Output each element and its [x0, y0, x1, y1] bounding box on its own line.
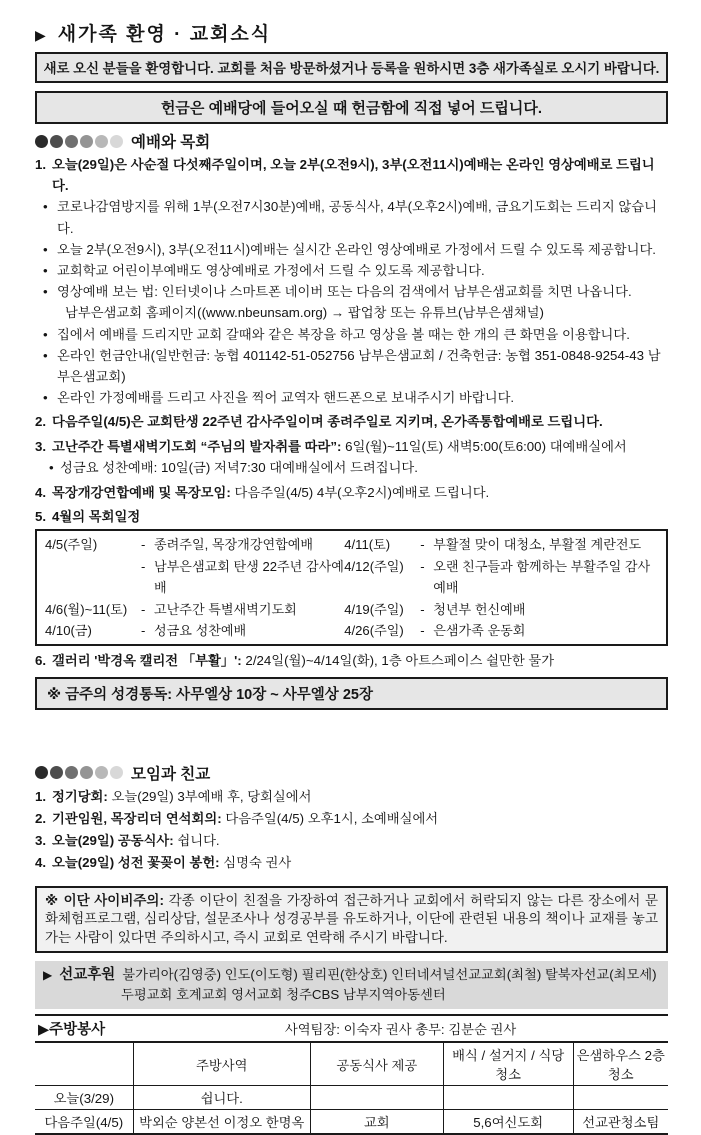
schedule-event: 종려주일, 목장개강연합예배: [154, 537, 314, 553]
item-text: 온라인 헌금안내(일반헌금: 농협 401142-51-052756 남부은샘교회 / 건축헌금: 농협 351-0848-9254-43 남부은샘교회): [57, 347, 661, 385]
list-item: 2. 기관임원, 목장리더 연석회의: 다음주일(4/5) 오후1시, 소예배실에서: [35, 808, 668, 830]
schedule-event: 청년부 헌신예배: [433, 601, 526, 617]
mission-line-2: 두평교회 호계교회 영서교회 청주CBS 남부지역아동센터: [121, 987, 446, 1003]
offering-notice-box: 헌금은 예배당에 들어오실 때 헌금함에 직접 넣어 드립니다.: [35, 91, 668, 124]
column-header: 은샘하우스 2층 청소: [573, 1042, 668, 1086]
mission-list: 불가리아(김영중) 인도(이도형) 필리핀(한상호) 인터네셔널선교교회(최철) 탈북자선교(최모세): [122, 967, 657, 983]
schedule-row: 4/26(주일) - 은샘가족 운동회: [344, 620, 662, 641]
item-text: 오늘(29일) 성전 꽃꽂이 봉헌: 심명숙 권사: [52, 854, 292, 870]
list-item: 4. 목장개강연합예배 및 목장모임: 다음주일(4/5) 4부(오후2시)예배로 드립니다.: [35, 482, 668, 503]
list-item: [35, 239, 668, 260]
arrow-right-icon: ▶: [35, 27, 46, 43]
kitchen-leaders: 사역팀장: 이숙자 권사 총무: 김분순 권사: [133, 1015, 668, 1042]
table-cell: 박외순 양본선 이정오 한명옥: [133, 1110, 310, 1135]
item-text: 코로나감염방지를 위해 1부(오전7시30분)예배, 공동식사, 4부(오후2시)예배, 금요기도회는 드리지 않습니다.: [57, 199, 657, 236]
kitchen-title: ▶주방봉사: [35, 1015, 133, 1042]
item-text: 다음주일(4/5)은 교회탄생 22주년 감사주일이며 종려주일로 지키며, 온가족통합예배로 드립니다.: [52, 414, 603, 430]
list-item: 6. 갤러리 '박경옥 캘리전 「부활」': 2/24일(월)~4/14일(화), 1층 아트스페이스 쉴만한 물가: [35, 650, 668, 671]
item-text: 오늘 2부(오전9시), 3부(오전11시)예배는 실시간 온라인 영상예배로 가정에서 드릴 수 있도록 제공합니다.: [57, 241, 656, 257]
list-item: [35, 324, 668, 345]
welcome-notice-box: 새로 오신 분들을 환영합니다. 교회를 처음 방문하셨거나 등록을 원하시면 3층 새가족실로 오시기 바랍니다.: [35, 52, 668, 83]
schedule-event: 부활절 맞이 대청소, 부활절 계란전도: [433, 537, 642, 553]
table-cell: [573, 1086, 668, 1110]
item-text: 오늘(29일)은 사순절 다섯째주일이며, 오늘 2부(오전9시), 3부(오전11시)예배는 온라인 영상예배로 드립니다.: [52, 157, 655, 194]
bullet-icon: •: [43, 199, 48, 215]
list-item-continuation: 남부은샘교회 홈페이지((www.nbeunsam.org) → 팝업창 또는 유튜브(남부은샘채널): [65, 305, 544, 321]
section-header-fellowship: [35, 762, 668, 784]
schedule-row: 4/5(주일) - 종려주일, 목장개강연합예배: [45, 534, 344, 555]
table-cell: 다음주일(4/5): [35, 1110, 133, 1135]
schedule-row: - 남부은샘교회 탄생 22주년 감사예배: [45, 556, 344, 599]
list-item: [35, 387, 668, 408]
bullet-icon: •: [43, 284, 48, 300]
column-header: 주방사역: [133, 1042, 310, 1086]
table-cell: 선교관청소팀: [573, 1110, 668, 1135]
item-text: 기관임원, 목장리더 연석회의: 다음주일(4/5) 오후1시, 소예배실에서: [52, 810, 439, 826]
schedule-row: 4/11(토) - 부활절 맞이 대청소, 부활절 계란전도: [344, 534, 662, 555]
schedule-left-column: [45, 534, 344, 641]
item-text: 집에서 예배를 드리지만 교회 갈때와 같은 복장을 하고 영상을 볼 때는 한 개의 큰 화면을 이용합니다.: [57, 326, 630, 342]
warning-text: 각종 이단이 친절을 가장하여 접근하거나 교회에서 허락되지 않는 다른 장소에서 문화체험프로그램, 심리상담, 설문조사나 성경공부를 유도하거나, 이단에 관련된 내용의 책이나 교재를 놓고 가는 사람이 있다면 주의하시고, 즉시 교회로 연락해 주시기 바랍니다.: [45, 892, 658, 945]
schedule-row: 4/10(금) - 성금요 성찬예배: [45, 620, 344, 641]
column-header: 공동식사 제공: [310, 1042, 443, 1086]
bullet-icon: •: [49, 459, 54, 475]
item-text: 온라인 가정예배를 드리고 사진을 찍어 교역자 핸드폰으로 보내주시기 바랍니다.: [57, 390, 515, 406]
mission-label: 선교후원: [59, 967, 116, 984]
schedule-event: 성금요 성찬예배: [154, 623, 247, 639]
schedule-event: 오랜 친구들과 함께하는 부활주일 감사예배: [433, 558, 651, 596]
list-item: 4. 오늘(29일) 성전 꽃꽂이 봉헌: 심명숙 권사: [35, 852, 668, 874]
table-cell: 교회: [310, 1110, 443, 1135]
list-item: [35, 457, 668, 478]
schedule-event: 은샘가족 운동회: [433, 623, 526, 639]
kitchen-service-table: [35, 1014, 668, 1135]
list-item: [35, 281, 668, 302]
table-cell: 오늘(3/29): [35, 1086, 133, 1110]
section-header-worship: [35, 130, 668, 152]
heresy-warning-box: [35, 886, 668, 954]
arrow-right-icon: ▶: [43, 968, 53, 983]
bullet-icon: •: [43, 347, 48, 363]
list-item: [35, 196, 668, 238]
item-text: 교회학교 어린이부예배도 영상예배로 가정에서 드릴 수 있도록 제공합니다.: [57, 263, 485, 279]
bullet-icon: •: [43, 390, 48, 406]
list-item: [35, 345, 668, 387]
bullet-icon: •: [43, 263, 48, 279]
list-item: 1. 오늘(29일)은 사순절 다섯째주일이며, 오늘 2부(오전9시), 3부(오전11시)예배는 온라인 영상예배로 드립니다.: [35, 154, 668, 196]
item-text: 목장개강연합예배 및 목장모임: 다음주일(4/5) 4부(오후2시)예배로 드립니다.: [52, 485, 490, 501]
list-item: 2. 다음주일(4/5)은 교회탄생 22주년 감사주일이며 종려주일로 지키며, 온가족통합예배로 드립니다.: [35, 411, 668, 432]
item-text: 갤러리 '박경옥 캘리전 「부활」': 2/24일(월)~4/14일(화), 1층 아트스페이스 쉴만한 물가: [52, 653, 555, 669]
table-cell: 5,6여신도회: [443, 1110, 573, 1135]
section-title: 모임과 친교: [131, 765, 211, 783]
table-row: [35, 1110, 668, 1135]
item-text: 성금요 성찬예배: 10일(금) 저녁7:30 대예배실에서 드려집니다.: [60, 459, 418, 475]
table-header-row: [35, 1042, 668, 1086]
schedule-right-column: [344, 534, 662, 641]
gradient-dots-icon: [35, 766, 123, 779]
item-text: 오늘(29일) 공동식사: 쉽니다.: [52, 832, 220, 848]
list-item: [35, 260, 668, 281]
warning-label: ※ 이단 사이비주의:: [45, 892, 164, 908]
bible-reading-box: ※ 금주의 성경통독: 사무엘상 10장 ~ 사무엘상 25장: [35, 677, 668, 710]
schedule-event: 고난주간 특별새벽기도회: [154, 601, 297, 617]
spacer: [35, 710, 668, 756]
item-text: 4월의 목회일정: [52, 509, 141, 525]
list-item: 3. 오늘(29일) 공동식사: 쉽니다.: [35, 830, 668, 852]
column-header: 배식 / 설거지 / 식당 청소: [443, 1042, 573, 1086]
schedule-row: 4/19(주일) - 청년부 헌신예배: [344, 599, 662, 620]
table-row: [35, 1086, 668, 1110]
april-schedule-box: [35, 529, 668, 646]
schedule-row: 4/6(월)~11(토) - 고난주간 특별새벽기도회: [45, 599, 344, 620]
column-header: [35, 1042, 133, 1086]
item-text: 정기당회: 오늘(29일) 3부예배 후, 당회실에서: [52, 788, 312, 804]
schedule-event: 남부은샘교회 탄생 22주년 감사예배: [154, 558, 344, 596]
table-cell: [443, 1086, 573, 1110]
mission-support-band: [35, 961, 668, 1009]
bullet-icon: •: [43, 241, 48, 257]
page-title-text: 새가족 환영 · 교회소식: [57, 24, 272, 45]
list-item: 3. 고난주간 특별새벽기도회 “주님의 발자취를 따라”: 6일(월)~11일(토) 새벽5:00(토6:00) 대예배실에서: [35, 436, 668, 457]
schedule-row: 4/12(주일) - 오랜 친구들과 함께하는 부활주일 감사예배: [344, 556, 662, 599]
item-text: 영상예배 보는 법: 인터넷이나 스마트폰 네이버 또는 다음의 검색에서 남부은샘교회를 치면 나옵니다.: [57, 284, 632, 300]
list-item: 1. 정기당회: 오늘(29일) 3부예배 후, 당회실에서: [35, 786, 668, 808]
table-cell: 쉽니다.: [133, 1086, 310, 1110]
gradient-dots-icon: [35, 135, 123, 148]
table-cell: [310, 1086, 443, 1110]
mission-line-1: [43, 965, 662, 985]
table-row: [35, 1015, 668, 1042]
bullet-icon: •: [43, 326, 48, 342]
item-text: 고난주간 특별새벽기도회 “주님의 발자취를 따라”: 6일(월)~11일(토) 새벽5:00(토6:00) 대예배실에서: [52, 438, 627, 454]
section-title: 예배와 목회: [131, 134, 211, 151]
page-title: [35, 24, 668, 46]
list-item: 5. 4월의 목회일정: [35, 506, 668, 527]
